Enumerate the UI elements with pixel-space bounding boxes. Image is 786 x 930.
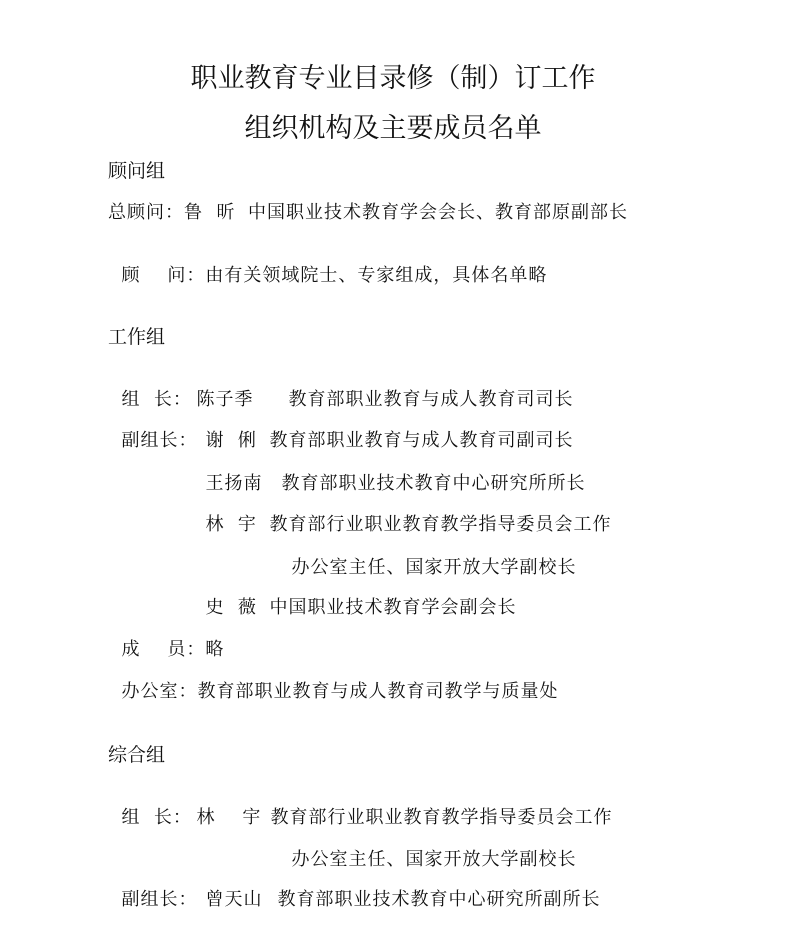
working-leader-name: 陈子季 — [196, 389, 254, 410]
comprehensive-leader-desc-cont: 办公室主任、国家开放大学副校长 — [291, 849, 577, 870]
working-deputy-desc-3: 教育部行业职业教育教学指导委员会工作 — [269, 514, 612, 535]
chief-advisor-label: 总顾问： — [108, 202, 184, 223]
comprehensive-leader-desc: 教育部行业职业教育教学指导委员会工作 — [270, 807, 613, 828]
comprehensive-deputy-row — [108, 864, 600, 911]
working-office-value: 教育部职业教育与成人教育司教学与质量处 — [197, 681, 559, 702]
comprehensive-deputy-label: 副组长： — [121, 889, 198, 910]
working-office-row — [108, 656, 558, 703]
advisory-advisor-row — [108, 240, 547, 287]
page-title-line-2: 组织机构及主要成员名单 — [244, 113, 542, 144]
advisory-group-heading: 顾问组 — [108, 160, 166, 182]
working-member-value: 略 — [205, 639, 225, 660]
working-deputy-desc-3-cont: 办公室主任、国家开放大学副校长 — [291, 557, 577, 578]
working-deputy-row-1 — [108, 405, 573, 452]
advisory-chief-row — [108, 198, 628, 224]
page-title-line-1: 职业教育专业目录修（制）订工作 — [190, 63, 596, 94]
working-deputy-name-2: 王扬南 — [205, 473, 263, 494]
advisor-desc: 由有关领域院士、专家组成，具体名单略 — [205, 265, 548, 286]
working-leader-row — [108, 364, 573, 411]
working-deputy-row-3 — [192, 489, 611, 536]
comprehensive-leader-label: 组 长： — [121, 807, 192, 828]
chief-advisor-name: 鲁 昕 — [184, 202, 236, 223]
working-leader-desc: 教育部职业教育与成人教育司司长 — [288, 389, 574, 410]
working-deputy-name-1: 谢 俐 — [205, 430, 257, 451]
working-deputy-desc-1: 教育部职业教育与成人教育司副司长 — [269, 430, 574, 451]
comprehensive-leader-name: 林 宇 — [196, 807, 262, 828]
working-leader-label: 组 长： — [121, 389, 192, 410]
working-deputy-desc-4: 中国职业技术教育学会副会长 — [269, 597, 517, 618]
working-deputy-row-4 — [192, 572, 516, 619]
chief-advisor-desc: 中国职业技术教育学会会长、教育部原副部长 — [248, 202, 628, 223]
working-member-row — [108, 614, 224, 661]
comprehensive-leader-row — [108, 782, 612, 829]
working-office-label: 办公室： — [121, 681, 198, 702]
working-deputy-desc-2: 教育部职业技术教育中心研究所所长 — [281, 473, 586, 494]
comprehensive-group-heading: 综合组 — [108, 744, 166, 766]
comprehensive-deputy-name: 曾天山 — [205, 889, 263, 910]
advisor-label: 顾 问： — [121, 265, 206, 286]
working-member-label: 成 员： — [121, 639, 206, 660]
working-deputy-row-2 — [192, 448, 585, 495]
working-group-heading: 工作组 — [108, 326, 166, 348]
comprehensive-deputy-desc: 教育部职业技术教育中心研究所副所长 — [277, 889, 601, 910]
working-deputy-label: 副组长： — [121, 430, 198, 451]
working-deputy-name-3: 林 宇 — [205, 514, 257, 535]
working-deputy-name-4: 史 薇 — [205, 597, 257, 618]
